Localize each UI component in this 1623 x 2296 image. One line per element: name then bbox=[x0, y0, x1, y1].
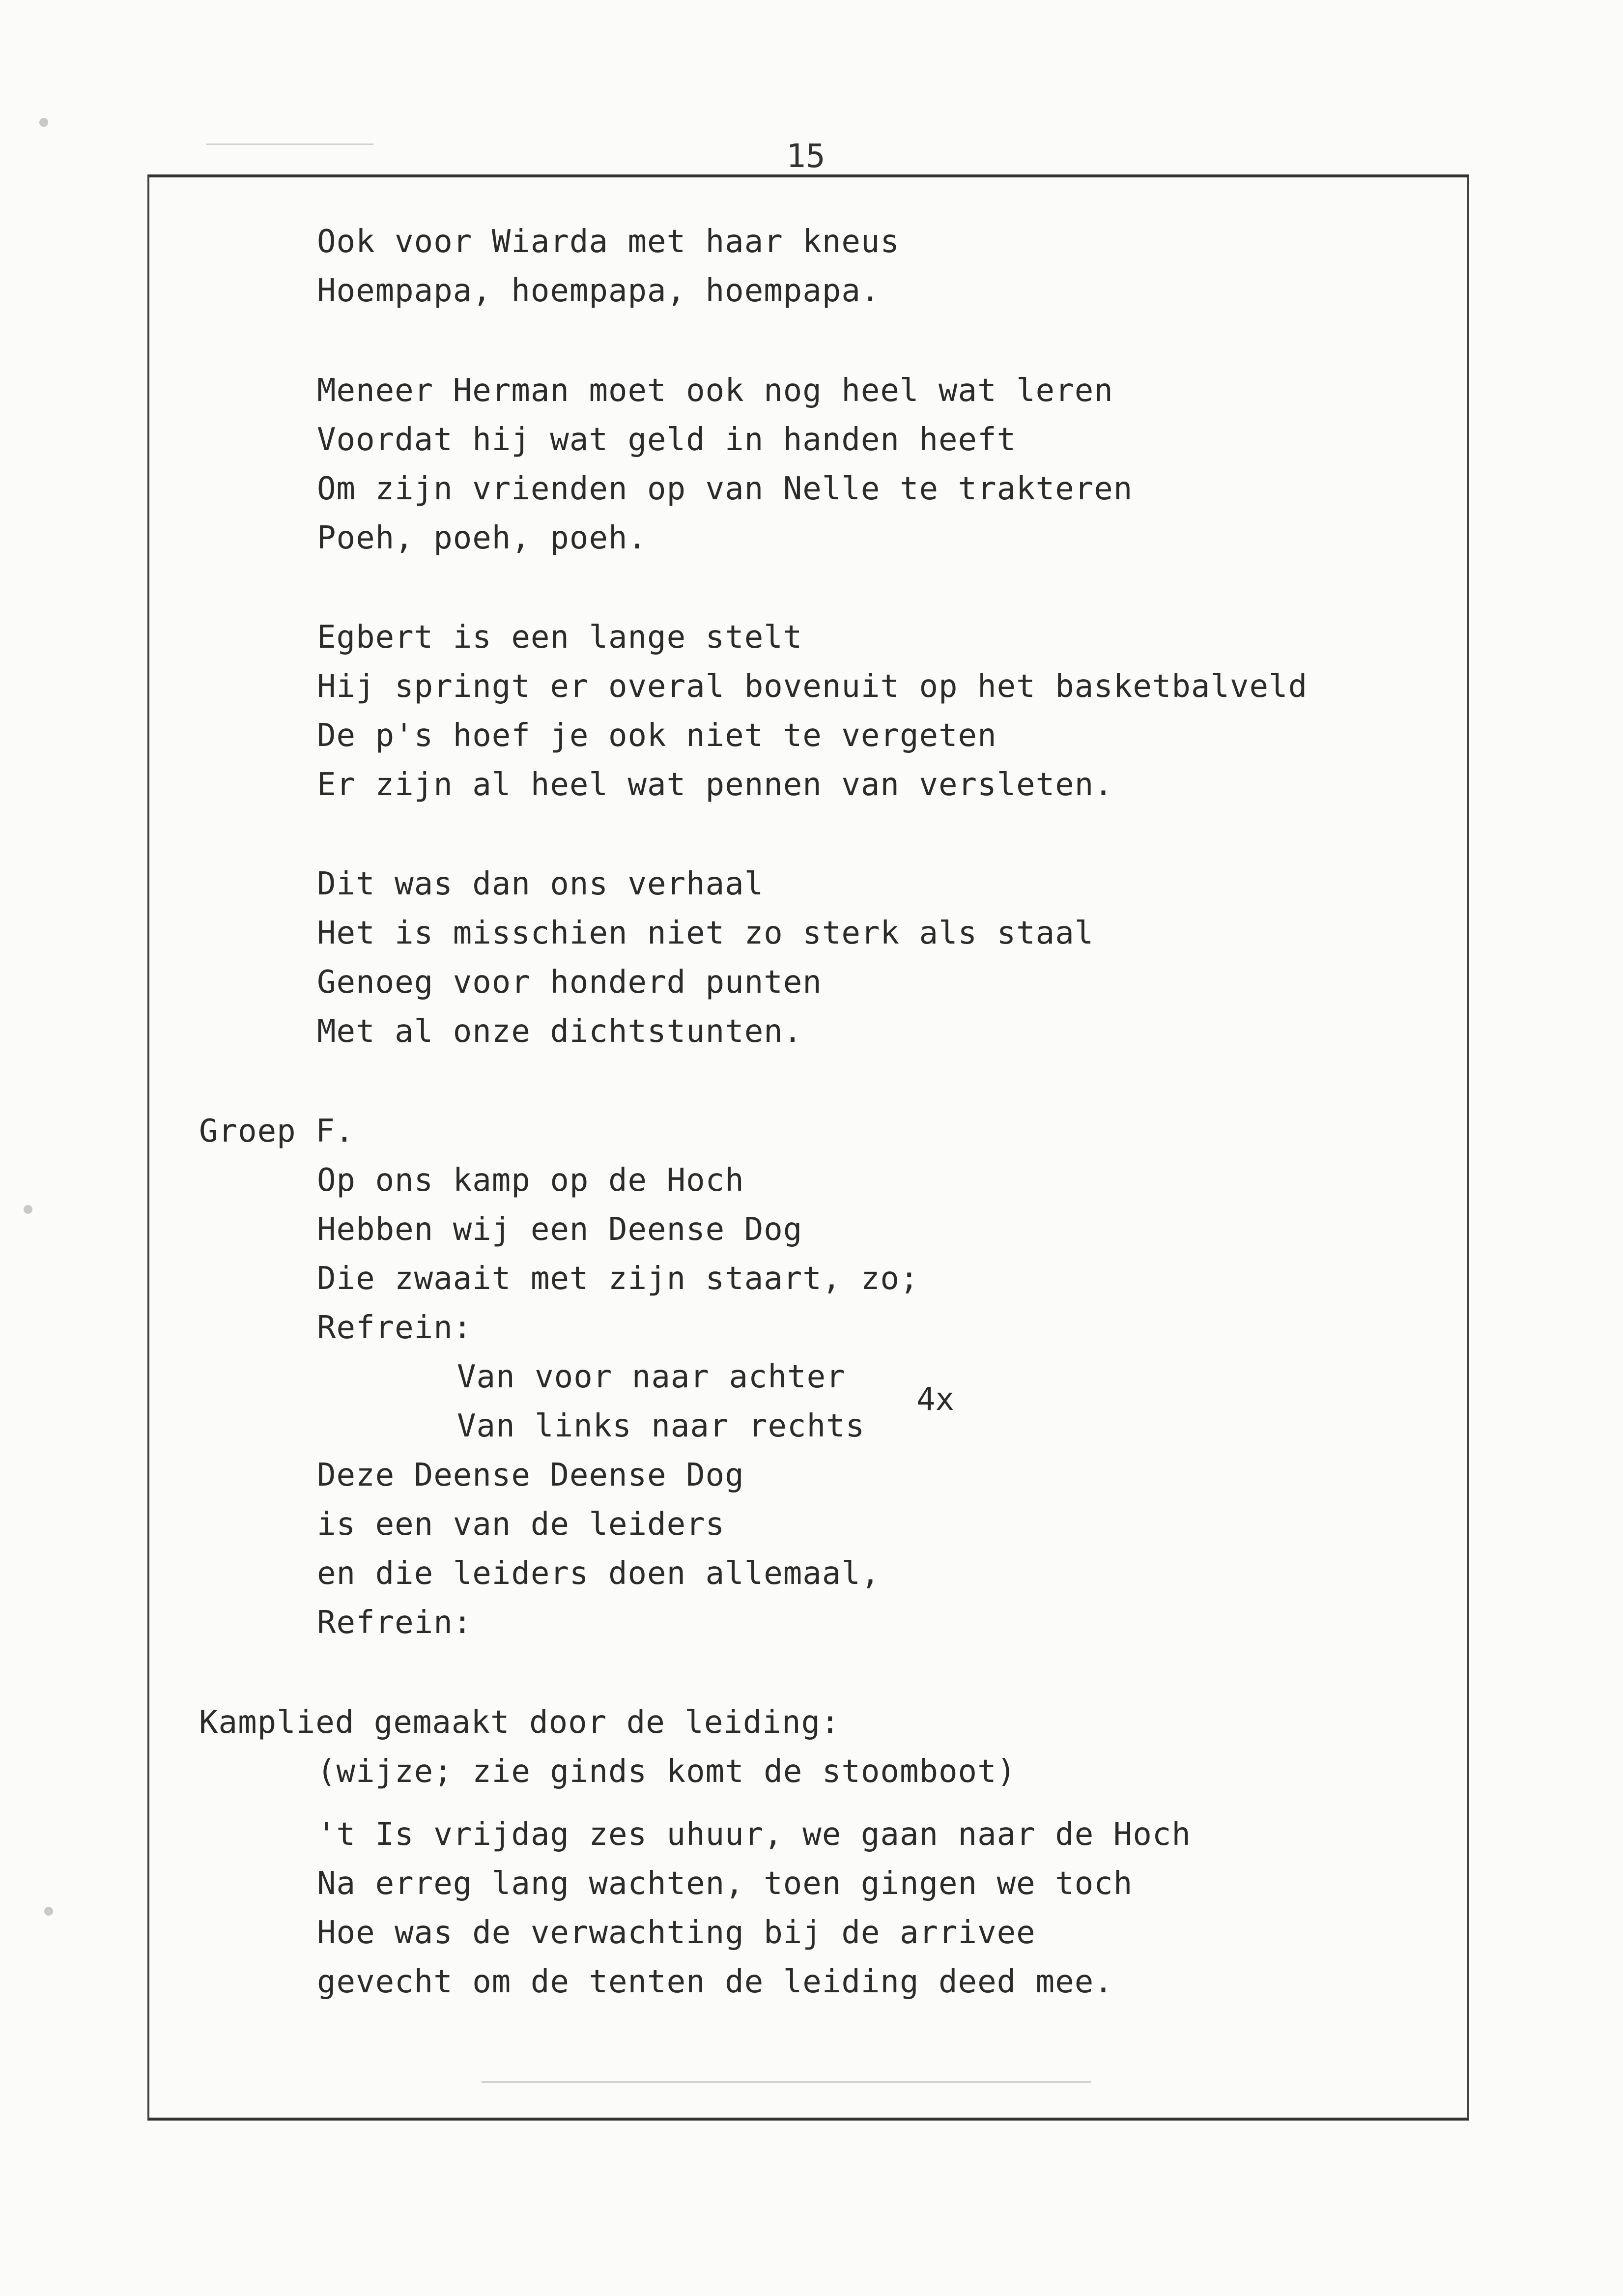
poem-line: Er zijn al heel wat pennen van versleten. bbox=[317, 767, 1113, 803]
poem-line: Na erreg lang wachten, toen gingen we toch bbox=[317, 1866, 1133, 1902]
poem-line: Dit was dan ons verhaal bbox=[317, 866, 764, 902]
poem-line: 't Is vrijdag zes uhuur, we gaan naar de Hoch bbox=[317, 1816, 1191, 1853]
refrain-label: Refrein: bbox=[317, 1605, 473, 1641]
punch-hole bbox=[44, 1907, 53, 1916]
poem-line: Het is misschien niet zo sterk als staal bbox=[317, 915, 1094, 951]
poem-line: Hebben wij een Deense Dog bbox=[317, 1211, 803, 1248]
poem-line: gevecht om de tenten de leiding deed mee. bbox=[317, 1964, 1113, 2000]
poem-line: Deze Deense Deense Dog bbox=[317, 1457, 744, 1493]
refrain-line: Van voor naar achter bbox=[457, 1359, 846, 1395]
section-heading: Kamplied gemaakt door de leiding: bbox=[199, 1704, 840, 1741]
poem-line: Ook voor Wiarda met haar kneus bbox=[317, 224, 900, 260]
melody-note: (wijze; zie ginds komt de stoomboot) bbox=[317, 1753, 1017, 1790]
poem-line: Die zwaait met zijn staart, zo; bbox=[317, 1261, 919, 1297]
scan-speck bbox=[206, 144, 373, 145]
punch-hole bbox=[24, 1205, 32, 1214]
poem-line: Hoe was de verwachting bij de arrivee bbox=[317, 1915, 1036, 1951]
poem-line: Om zijn vrienden op van Nelle te trakteren bbox=[317, 471, 1133, 507]
poem-line: Meneer Herman moet ook nog heel wat leren bbox=[317, 373, 1113, 409]
poem-line: Poeh, poeh, poeh. bbox=[317, 520, 648, 556]
poem-line: Met al onze dichtstunten. bbox=[317, 1013, 803, 1050]
refrain-line: Van links naar rechts bbox=[457, 1408, 865, 1444]
section-heading: Groep F. bbox=[199, 1113, 355, 1149]
poem-line: Voordat hij wat geld in handen heeft bbox=[317, 422, 1017, 458]
poem-line: Op ons kamp op de Hoch bbox=[317, 1162, 744, 1199]
refrain-label: Refrein: bbox=[317, 1310, 473, 1346]
repeat-count: 4x bbox=[916, 1381, 955, 1418]
poem-line: Genoeg voor honderd punten bbox=[317, 964, 822, 1001]
poem-line: Hoempapa, hoempapa, hoempapa. bbox=[317, 273, 881, 309]
punch-hole bbox=[39, 118, 48, 127]
poem-line: is een van de leiders bbox=[317, 1506, 725, 1543]
poem-line: De p's hoef je ook niet te vergeten bbox=[317, 718, 997, 754]
poem-line: en die leiders doen allemaal, bbox=[317, 1555, 881, 1592]
poem-line: Hij springt er overal bovenuit op het basketbalveld bbox=[317, 668, 1308, 705]
poem-line: Egbert is een lange stelt bbox=[317, 619, 803, 656]
page-number: 15 bbox=[786, 137, 826, 175]
